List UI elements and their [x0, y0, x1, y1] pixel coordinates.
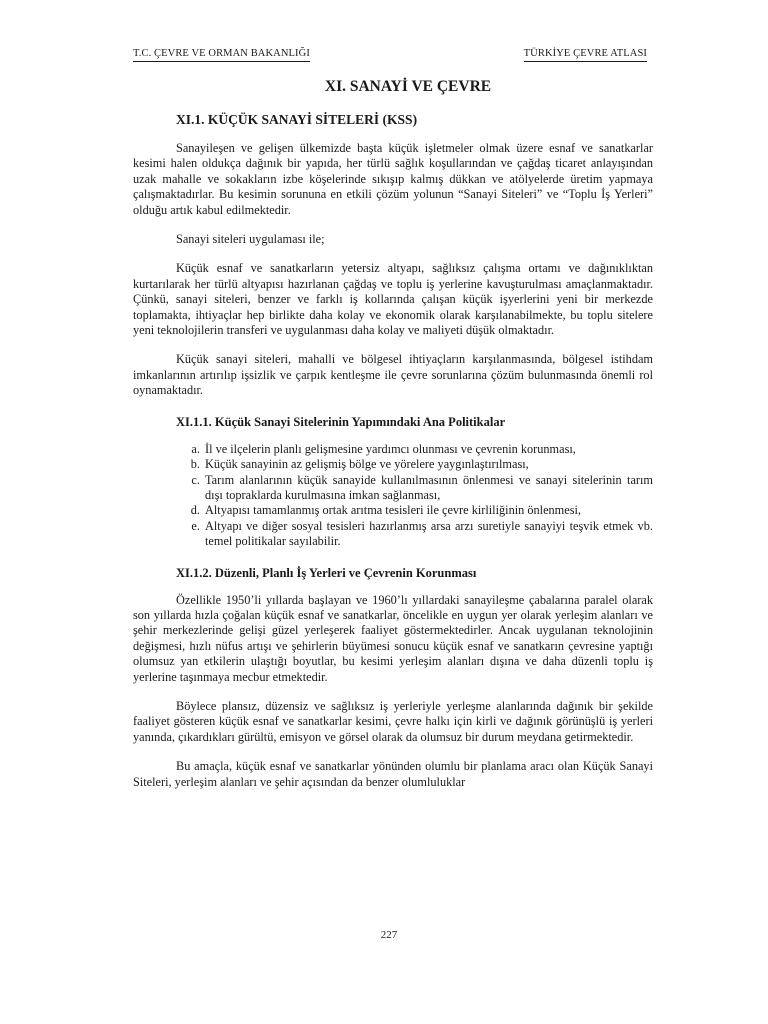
- paragraph: Küçük sanayi siteleri, mahalli ve bölgesel ihtiyaçların karşılanmasında, bölgesel istihdam imkanlarının artırılıp işsizlik ve çarpık kentleşme ile çevre sorunlarına çözüm bulunmasında önemli rol oynamaktadır.: [133, 352, 653, 398]
- list-item: b. Küçük sanayinin az gelişmiş bölge ve yörelere yaygınlaştırılması,: [203, 457, 653, 472]
- header-atlas-title: TÜRKİYE ÇEVRE ATLASI: [524, 47, 647, 62]
- list-item: a. İl ve ilçelerin planlı gelişmesine yardımcı olunması ve çevrenin korunması,: [203, 442, 653, 457]
- page-content: [133, 78, 653, 804]
- paragraph: Bu amaçla, küçük esnaf ve sanatkarlar yönünden olumlu bir planlama aracı olan Küçük Sanayi Siteleri, yerleşim alanları ve şehir açısından da benzer olumluluklar: [133, 759, 653, 789]
- paragraph: Özellikle 1950’li yıllarda başlayan ve 1960’lı yıllardaki sanayileşme çabalarına paralel olarak son yıllarda hızla çoğalan küçük esnaf ve sanatkarlar, öncelikle en uygun yer olarak yerleşim alanları ve şehir merkezlerinde gelişi güzel yerleşerek faaliyet göstermektedirler. Ancak uygulanan teknolojinin değişmesi, hızlı nüfus artışı ve şehirlerin büyümesi sonucu küçük esnaf ve sanatkarın çevresine yaptığı olumsuz yan etkilerin ulaştığı boyutlar, bu kesimi yerleşim alanları dışına ve daha düzenli toplu iş yerlerine taşınmaya mecbur etmektedir.: [133, 592, 653, 684]
- list-item: e. Altyapı ve diğer sosyal tesisleri hazırlanmış arsa arzı suretiyle sanayiyi teşvik etmek vb. temel politikalar sayılabilir.: [203, 519, 653, 550]
- policy-list: [133, 442, 653, 550]
- chapter-title: XI. SANAYİ VE ÇEVRE: [324, 78, 492, 95]
- subsection-title-policies: XI.1.1. Küçük Sanayi Sitelerinin Yapımındaki Ana Politikalar: [176, 414, 506, 429]
- page-header: [133, 47, 647, 62]
- header-ministry: T.C. ÇEVRE VE ORMAN BAKANLIĞI: [133, 47, 310, 62]
- paragraph: Küçük esnaf ve sanatkarların yetersiz altyapı, sağlıksız çalışma ortamı ve dağınıklıktan kurtarılarak her türlü altyapısı hazırlanan çağdaş ve toplu iş yerlerine kavuşturulması amaçlanmaktadır. Çünkü, sanayi siteleri, benzer ve farklı iş kollarında çalışan küçük işyerlerini yeni bir merkezde toplamakta, ihtiyaçlar hep birlikte daha kolay ve ekonomik olarak karşılanabilmekte, bu toplu sitelere yeni teknolojilerin transferi ve uygulanması daha kolay ve maliyeti düşük olmaktadır.: [133, 261, 653, 338]
- paragraph: Sanayi siteleri uygulaması ile;: [176, 232, 325, 247]
- list-item: d. Altyapısı tamamlanmış ortak arıtma tesisleri ile çevre kirliliğinin önlenmesi,: [203, 503, 653, 518]
- list-item: c. Tarım alanlarının küçük sanayide kullanılmasının önlenmesi ve sanayi sitelerinin tarım dışı topraklarda kurulmasına imkan sağlanması,: [203, 473, 653, 504]
- paragraph: Böylece plansız, düzensiz ve sağlıksız iş yerleriyle yerleşme alanlarında dağınık bir şekilde faaliyet gösteren küçük esnaf ve sanatkarlar kesimi, çevre halkı için kirli ve dağınık görünüşlü iş yerleri yanında, çıkardıkları gürültü, emisyon ve görsel olarak da olumsuz bir durum meydana getirmektedir.: [133, 698, 653, 744]
- paragraph: Sanayileşen ve gelişen ülkemizde başta küçük işletmeler olmak üzere esnaf ve sanatkarlar kesimi halen oldukça dağınık bir yapıda, her türlü sağlık koşullarından ve çağdaş ticaret anlayışından uzak mahalle ve sokakların izbe köşelerinde sıkışıp kalmış dükkan ve atölyelerde üretim yapmaya çalışmaktadırlar. Bu kesimin sorununa en etkili çözüm yolunun “Sanayi Siteleri” ve “Toplu İş Yerleri” olduğu artık kabul edilmektedir.: [133, 141, 653, 217]
- section-title: XI.1. KÜÇÜK SANAYİ SİTELERİ (KSS): [176, 112, 418, 127]
- subsection-title-planned-workplaces: XI.1.2. Düzenli, Planlı İş Yerleri ve Çevrenin Korunması: [176, 565, 477, 580]
- page-number: 227: [380, 929, 398, 941]
